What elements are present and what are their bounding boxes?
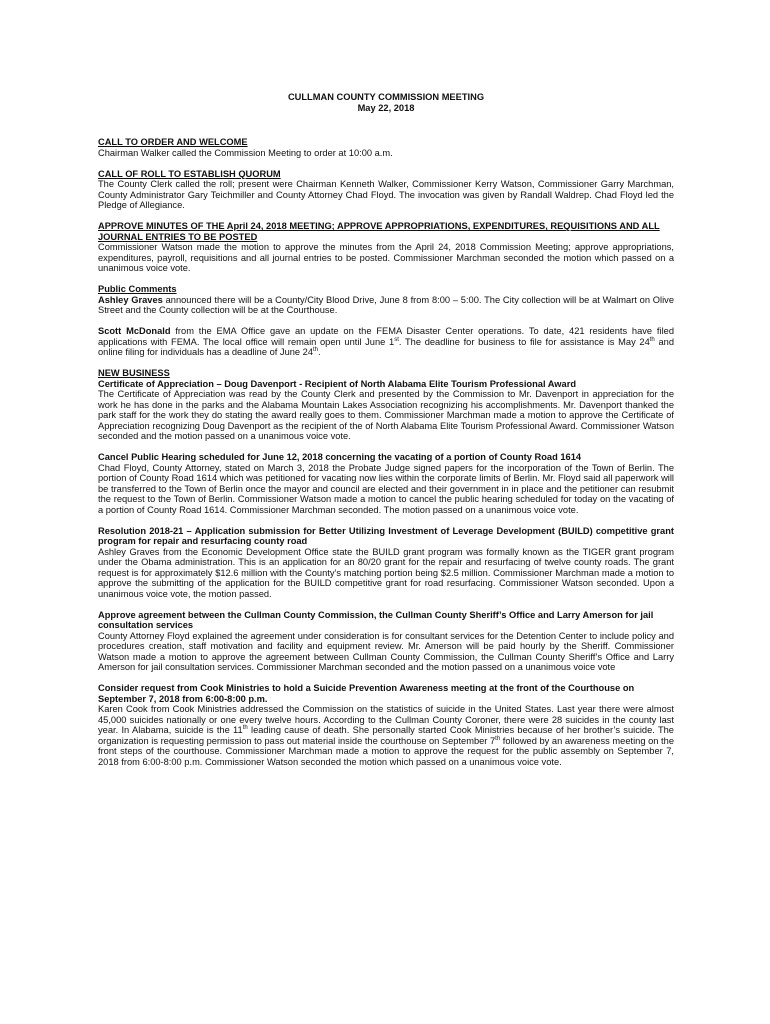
comment-text: . The deadline for business to file for assistance is May 24	[398, 336, 650, 347]
item-title: Cancel Public Hearing scheduled for June 12, 2018 concerning the vacating of a portion of County Road 1614	[98, 452, 582, 462]
minutes-section	[98, 221, 674, 274]
item-title: Certificate of Appreciation – Doug Davenport - Recipient of North Alabama Elite Tourism Professional Award	[98, 378, 577, 389]
public-comment-mcdonald	[98, 326, 674, 358]
ordinal-suffix: th	[495, 735, 501, 742]
ordinal-suffix: th	[242, 724, 248, 731]
item-text: Ashley Graves from the Economic Development Office state the BUILD grant program was formally known as the TIGER grant program under the Obama administration. This is an application for an 80/20 grant for the repair and resurfacing of twelve county roads. The grant request is for approximately $12.6 million with the County’s matching portion being $2.5 million. Commissioner Marchman made a motion to approve the submitting of the application for the BUILD competitive grant for road resurfacing. Commissioner Watson seconded. Upon a unanimous voice vote, the motion passed.	[98, 546, 674, 599]
public-comments-heading: Public Comments	[98, 284, 177, 294]
public-comments-section	[98, 284, 674, 316]
comment-text: and online filing for individuals has a deadline of June 24	[98, 336, 674, 357]
minutes-heading: APPROVE MINUTES OF THE April 24, 2018 MEETING; APPROVE APPROPRIATIONS, EXPENDITURES, REQUISITIONS AND ALL JOURNAL ENTRIES TO BE POSTED	[98, 221, 660, 242]
comment-graves	[98, 295, 674, 316]
minutes-text: Commissioner Watson made the motion to approve the minutes from the April 24, 2018 Commission Meeting; approve appropriations, expenditures, payroll, requisitions and all journal entries to be posted. Commissioner Marchman seconded the motion which passed on a unanimous voice vote.	[98, 242, 674, 273]
new-business-item-2	[98, 526, 674, 600]
item-title: Consider request from Cook Ministries to hold a Suicide Prevention Awareness meeting at the front of the Courthouse on September 7, 2018 from 6:00-8:00 p.m.	[98, 683, 635, 704]
document-title: CULLMAN COUNTY COMMISSION MEETING	[287, 92, 485, 102]
comment-text: .	[318, 347, 321, 357]
item-title: Approve agreement between the Cullman County Commission, the Cullman County Sheriff’s Office and Larry Amerson for jail consultation services	[98, 609, 654, 630]
new-business-item-3	[98, 610, 674, 673]
comment-text: from the EMA Office gave an update on the FEMA Disaster Center operations. To date, 421 residents have filed applications with FEMA. The local office will remain open until June 1	[98, 326, 674, 347]
comment-mcdonald	[98, 326, 674, 358]
ordinal-suffix: th	[313, 346, 319, 353]
call-to-order-text: Chairman Walker called the Commission Meeting to order at 10:00 a.m.	[98, 147, 393, 158]
new-business-item-1	[98, 452, 674, 515]
new-business-item-4	[98, 683, 674, 767]
ordinal-suffix: st	[394, 336, 399, 343]
call-to-order-heading: CALL TO ORDER AND WELCOME	[98, 137, 248, 147]
item-text-part: leading cause of death. She personally started Cook Ministries because of her brother’s suicide. The organization is requesting permission to pass out material inside the courthouse on September 7	[98, 725, 674, 746]
item-text: Chad Floyd, County Attorney, stated on March 3, 2018 the Probate Judge signed papers for the incorporation of the Town of Berlin. The portion of County Road 1614 which was petitioned for vacating now lies within the corporate limits of Berlin. Mr. Floyd said all paperwork will be transferred to the Town of Berlin once the mayor and council are elected and their government in in place and the petitioner can resubmit the request to the Town of Berlin. Commissioner Watson made a motion to cancel the public hearing scheduled for today on the vacating of a portion of County Road 1614. Commissioner Marchman seconded. The motion passed on a unanimous voice vote.	[98, 462, 674, 515]
item-text-part: followed by an awareness meeting on the front steps of the courthouse. Commissioner Marchman made a motion to approve the request for the public assembly on September 7, 2018 from 6:00-8:00 p.m. Commissioner Watson seconded the motion which passed on a unanimous voice vote.	[98, 735, 674, 767]
item-text	[98, 704, 674, 767]
roll-call-heading: CALL OF ROLL TO ESTABLISH QUORUM	[98, 168, 281, 179]
item-text-part: Karen Cook from Cook Ministries addressed the Commission on the statistics of suicide in the United States. Last year there were almost 45,000 suicides nationally or one every twelve hours. According to the Cullman County Coroner, there were 28 suicides in the county last year. In Alabama, suicide is the 11	[98, 704, 674, 735]
item-title: Resolution 2018-21 – Application submission for Better Utilizing Investment of Leverage Development (BUILD) competitive grant program for repair and resurfacing county road	[98, 525, 674, 546]
item-text: County Attorney Floyd explained the agreement under consideration is for consultant services for the Detention Center to include policy and procedures creation, staff motivation and facility and equipment review. Mr. Amerson will be paid hourly by the Sheriff. Commissioner Watson made a motion to approve the agreement between Cullman County Commission, the Cullman County Sheriff’s Office and Larry Amerson for jail consultation services. Commissioner Marchman seconded and the motion passed on a unanimous voice vote	[98, 630, 674, 672]
roll-call-text: The County Clerk called the roll; present were Chairman Kenneth Walker, Commissioner Kerry Watson, Commissioner Garry Marchman, County Administrator Gary Teichmiller and County Attorney Chad Floyd. The invocation was given by Randall Waldrep. Chad Floyd led the Pledge of Allegiance.	[98, 179, 674, 210]
minutes-document	[98, 92, 674, 778]
ordinal-suffix: th	[649, 336, 655, 343]
commenter-name: Ashley Graves	[98, 294, 163, 305]
call-to-order-section	[98, 137, 674, 158]
roll-call-section	[98, 169, 674, 211]
meeting-date: May 22, 2018	[357, 102, 415, 113]
item-text: The Certificate of Appreciation was read by the County Clerk and presented by the Commission to Mr. Davenport in appreciation for the work he has done in the parks and the Alabama Mountain Lakes Association recognizing his accomplishments. Mr. Davenport thanked the park staff for the work they do stating the award really goes to them. Commissioner Marchman made a motion to approve the Certificate of Appreciation recognizing Doug Davenport as the recipient of the of North Alabama Elite Tourism Professional Award. Commissioner Watson seconded and the motion passed on a unanimous voice vote.	[98, 389, 674, 441]
new-business-heading: NEW BUSINESS	[98, 368, 170, 378]
comment-text: announced there will be a County/City Blood Drive, June 8 from 8:00 – 5:00. The City collection will be at Walmart on Olive Street and the County collection will be at the Courthouse.	[98, 294, 674, 315]
new-business-item-0	[98, 368, 674, 442]
commenter-name: Scott McDonald	[98, 326, 171, 336]
